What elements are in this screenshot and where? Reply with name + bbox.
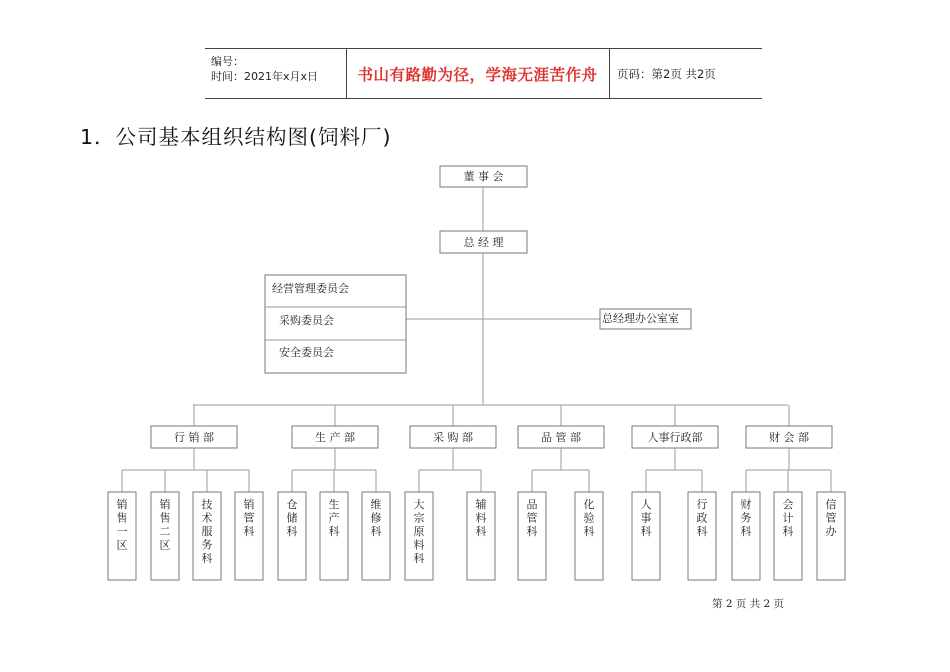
committee-label: 安全委员会 [279,346,334,359]
committees-node [265,275,406,373]
board-label: 董 事 会 [463,170,504,183]
section-label: 大宗原料科 [413,498,425,565]
gm-label: 总 经 理 [463,236,504,249]
department-label: 人事行政部 [647,431,703,444]
section-label: 行政科 [696,498,708,538]
section-label: 生产科 [328,498,340,538]
gm-office-label [602,311,679,325]
committee-label: 经营管理委员会 [272,282,349,295]
header-number-label: 编号： [211,55,244,68]
header-page-info: 页码：第2页 共2页 [617,66,716,81]
board-node [440,166,527,187]
section-label: 信管办 [825,498,837,538]
department-label: 财 会 部 [769,431,809,444]
section-label: 技术服务科 [201,498,213,565]
section-label: 财务科 [740,498,752,538]
section-label: 销售一区 [116,498,128,552]
department-label: 生 产 部 [315,431,355,444]
section-label: 辅料科 [475,498,487,538]
section-label: 会计科 [782,498,794,538]
committee-label: 采购委员会 [279,314,334,327]
section-label: 化验科 [583,498,595,538]
section-label: 销管科 [243,498,255,538]
header-motto: 书山有路勤为径，学海无涯苦作舟 [346,49,610,98]
section-label: 仓储科 [286,498,298,538]
department-label: 品 管 部 [541,431,581,444]
header-time-label: 时间：2021年x月x日 [211,70,319,83]
gm-office-node [600,309,691,329]
department-label: 采 购 部 [433,431,473,444]
departments [108,405,845,580]
section-label: 维修科 [370,498,382,538]
page-footer: 第 2 页 共 2 页 [712,598,785,610]
section-label: 销售二区 [159,498,171,552]
section-label: 品管科 [526,498,538,538]
gm-office-text: 总经理办公室室 [602,312,679,325]
page-title: 1．公司基本组织结构图(饲料厂) [80,125,392,149]
gm-node [440,231,527,253]
department-label: 行 销 部 [174,431,214,444]
section-label: 人事科 [640,498,652,538]
